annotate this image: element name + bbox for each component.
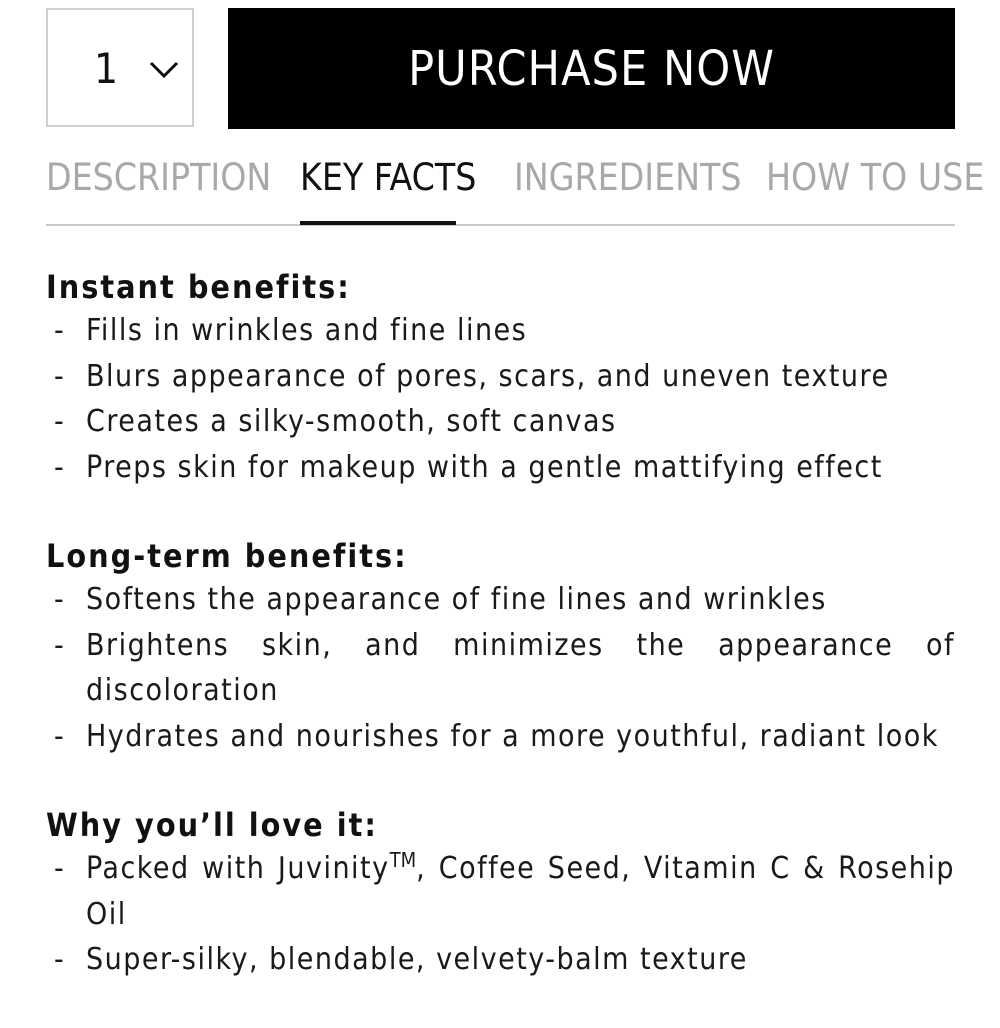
- list-item: [46, 308, 955, 354]
- ingredient-text: Packed with Juvinity: [86, 851, 390, 886]
- list-item-text: [86, 848, 955, 932]
- chevron-down-icon: [148, 60, 180, 80]
- list-item-text: Fills in wrinkles and fine lines: [86, 313, 528, 348]
- list-item: [46, 445, 955, 491]
- bullet-marker: -: [54, 718, 66, 754]
- bullet-marker: -: [54, 627, 66, 663]
- section-why-youll-love-it: [46, 804, 955, 983]
- tab-key-facts[interactable]: KEY FACTS: [300, 156, 477, 199]
- list-item-text: Softens the appearance of fine lines and wrinkles: [86, 582, 827, 617]
- bullet-marker: -: [54, 942, 66, 977]
- bullet-list: [46, 577, 955, 759]
- section-long-term-benefits: [46, 535, 955, 759]
- list-item: [46, 623, 955, 714]
- tab-how-to-use[interactable]: HOW TO USE: [766, 156, 985, 199]
- tab-ingredients[interactable]: INGREDIENTS: [514, 156, 742, 199]
- section-title: Instant benefits:: [46, 268, 351, 306]
- bullet-marker: -: [54, 358, 66, 394]
- purchase-now-button[interactable]: PURCHASE NOW: [228, 8, 955, 129]
- purchase-bar: [46, 8, 955, 129]
- bullet-marker: -: [54, 313, 66, 348]
- trademark-mark: TM: [389, 848, 417, 872]
- list-item: [46, 354, 955, 400]
- product-tabs: [46, 150, 985, 226]
- list-item: [46, 714, 955, 760]
- list-item: [46, 846, 955, 937]
- bullet-list: [46, 846, 955, 983]
- list-item-text: Blurs appearance of pores, scars, and uneven texture: [86, 358, 890, 394]
- list-item-text: Brightens skin, and minimizes the appearance of discoloration: [86, 627, 955, 708]
- key-facts-panel: [46, 266, 955, 1028]
- list-item: [46, 577, 955, 623]
- bullet-marker: -: [54, 404, 66, 439]
- list-item: [46, 399, 955, 445]
- ingredient-text-rest: , Coffee Seed, Vitamin C & Rosehip Oil: [86, 851, 955, 932]
- list-item-text: Super-silky, blendable, velvety-balm texture: [86, 942, 748, 977]
- tab-description[interactable]: DESCRIPTION: [46, 156, 272, 199]
- section-instant-benefits: [46, 266, 955, 490]
- list-item: [46, 937, 955, 983]
- quantity-select[interactable]: [46, 8, 194, 127]
- bullet-marker: -: [54, 582, 66, 617]
- list-item-text: Hydrates and nourishes for a more youthful, radiant look: [86, 718, 939, 754]
- quantity-value: 1: [94, 44, 119, 93]
- section-title: Long-term benefits:: [46, 537, 408, 575]
- bullet-marker: -: [54, 851, 66, 886]
- list-item-text: Preps skin for makeup with a gentle mattifying effect: [86, 449, 883, 485]
- list-item-text: Creates a silky-smooth, soft canvas: [86, 404, 617, 439]
- bullet-list: [46, 308, 955, 490]
- section-title: Why you’ll love it:: [46, 806, 378, 844]
- bullet-marker: -: [54, 449, 66, 485]
- active-tab-indicator: [300, 221, 456, 225]
